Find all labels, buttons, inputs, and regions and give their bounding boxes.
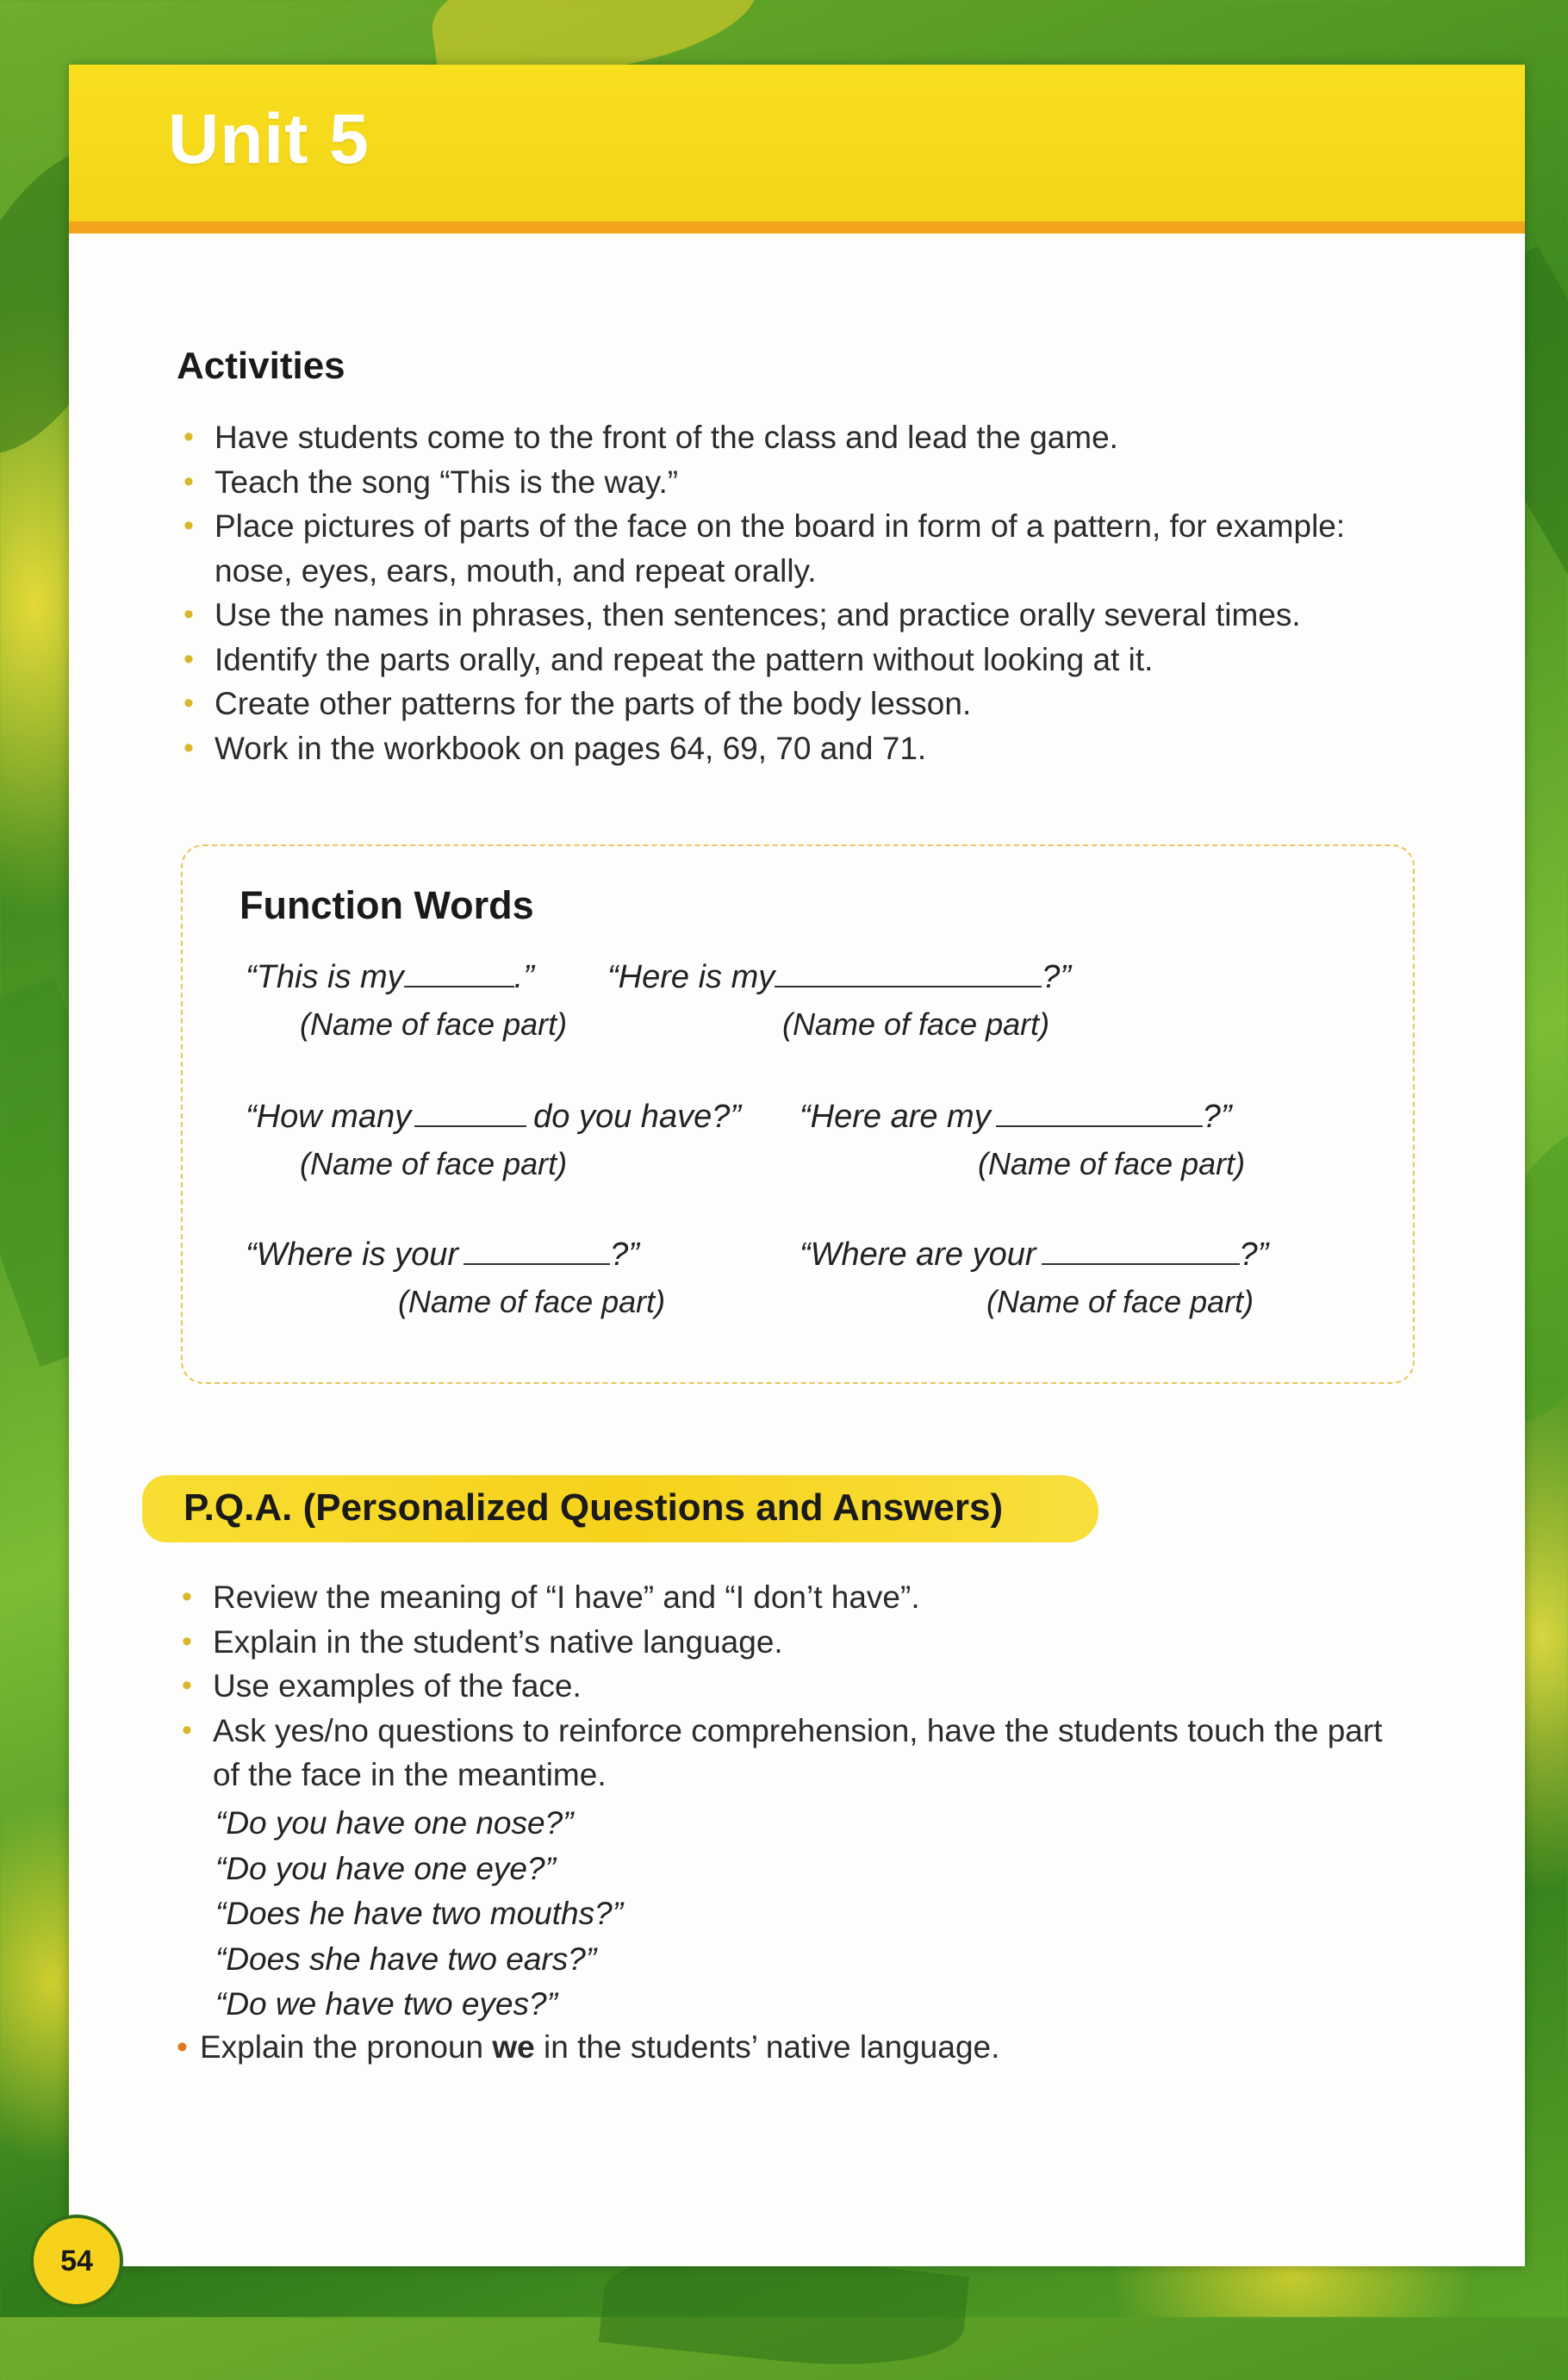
name-of-face-part-label: (Name of face part) <box>986 1284 1254 1319</box>
bullet-dot: • <box>177 2029 188 2065</box>
blank-line <box>1042 1237 1240 1265</box>
list-item: • Review the meaning of “I have” and “I don’t have”. <box>175 1575 1382 1620</box>
page-number: 54 <box>30 2215 123 2308</box>
name-of-face-part-label: (Name of face part) <box>978 1146 1246 1181</box>
unit-title: Unit 5 <box>168 100 370 178</box>
name-of-face-part-label: (Name of face part) <box>300 1146 568 1181</box>
list-item: • Create other patterns for the parts of the body lesson. <box>177 682 1345 726</box>
activities-title: Activities <box>177 345 345 387</box>
list-item: • Use examples of the face. <box>175 1664 1382 1709</box>
question-text: “Do you have one nose?” <box>215 1805 574 1841</box>
pqa-list <box>175 1575 1382 1797</box>
list-item: • Use the names in phrases, then sentences; and practice orally several times. <box>177 593 1345 638</box>
list-item: • Explain in the student’s native language. <box>175 1620 1382 1665</box>
unit-header <box>69 65 1525 234</box>
activities-list <box>177 415 1345 770</box>
phrase-here-are-my: “Here are my ?” <box>800 1099 1232 1135</box>
question-text: “Do you have one eye?” <box>215 1850 556 1886</box>
blank-line <box>404 960 514 988</box>
blank-line <box>996 1100 1203 1127</box>
name-of-face-part-label: (Name of face part) <box>398 1284 666 1319</box>
example-questions <box>215 1801 623 2028</box>
list-item: • Ask yes/no questions to reinforce comprehension, have the students touch the part <box>175 1709 1382 1754</box>
phrase-how-many: “How many do you have?” <box>246 1099 741 1135</box>
name-of-face-part-label: (Name of face part) <box>782 1006 1050 1042</box>
list-item: • Teach the song “This is the way.” <box>177 460 1345 505</box>
pronoun-bullet: • Explain the pronoun we in the students’ native language. <box>177 2029 1000 2065</box>
function-words-title: Function Words <box>240 883 534 927</box>
phrase-where-are-your: “Where are your ?” <box>800 1237 1269 1273</box>
blank-line <box>464 1237 610 1265</box>
list-item: • Work in the workbook on pages 64, 69, 70 and 71. <box>177 726 1345 771</box>
blank-line <box>414 1100 526 1127</box>
list-item-continuation: of the face in the meantime. <box>213 1757 607 1792</box>
list-item-continuation: nose, eyes, ears, mouth, and repeat orally. <box>215 552 817 589</box>
list-item: • Have students come to the front of the class and lead the game. <box>177 415 1345 460</box>
phrase-here-is-my: “Here is my ?” <box>607 959 1072 995</box>
phrase-where-is-your: “Where is your ?” <box>246 1237 639 1273</box>
question-text: “Does he have two mouths?” <box>215 1896 624 1931</box>
phrase-this-is-my: “This is my .” <box>246 959 534 995</box>
list-item: • Place pictures of parts of the face on the board in form of a pattern, for example: <box>177 504 1345 549</box>
list-item: • Identify the parts orally, and repeat the pattern without looking at it. <box>177 638 1345 682</box>
name-of-face-part-label: (Name of face part) <box>300 1006 568 1042</box>
pqa-title: P.Q.A. (Personalized Questions and Answers) <box>184 1486 1004 1529</box>
blank-line <box>775 960 1042 988</box>
question-text: “Do we have two eyes?” <box>215 1986 557 2022</box>
question-text: “Does she have two ears?” <box>215 1941 597 1977</box>
